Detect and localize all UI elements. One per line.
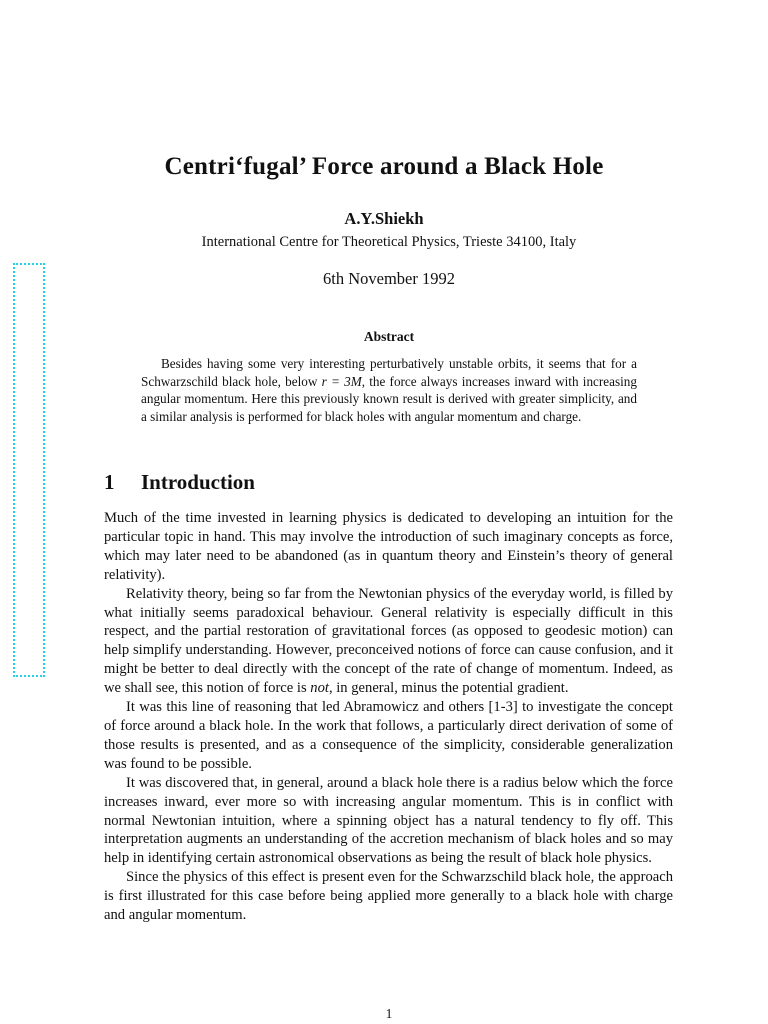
- abstract-text-part: , the force always increases inward with increasing angular momentum. Here this previously known result is derived with greater simplicity, and a similar analysis is performed for black holes with angular momentum and charge.: [141, 373, 637, 424]
- author-name: A.Y.Shiekh: [344, 209, 424, 228]
- abstract-text-part: Besides having some very interesting perturbatively unstable orbits, it seems that for a Schwarzschild black hole, below: [141, 356, 637, 389]
- paper-title: Centri‘fugal’ Force around a Black Hole: [164, 153, 604, 180]
- paragraph: It was discovered that, in general, around a black hole there is a radius below which the force increases inward, ever more so with increasing angular momentum. This is in conflict with normal Newtonian intuition, where a spinning object has a natural tendency to fly off. This interpretation augments an understanding of the accretion mechanism of black holes and so may help in identifying certain astronomical observations as being the result of black hole physics.: [104, 774, 673, 867]
- section-number: 1: [104, 470, 115, 494]
- section-heading: [104, 470, 255, 495]
- margin-annotation-box: [13, 263, 45, 677]
- section-title: Introduction: [141, 470, 255, 494]
- paragraph-text-part: , in general, minus the potential gradient.: [328, 680, 569, 697]
- page-number: 1: [385, 1006, 393, 1021]
- abstract-math-expression: r = 3M: [321, 373, 362, 389]
- paragraph: It was this line of reasoning that led Abramowicz and others [1-3] to investigate the concept of force around a black hole. In the work that follows, a particularly direct derivation of some of those results is presented, and as a consequence of the simplicity, considerable generalization was found to be possible.: [104, 699, 673, 772]
- paragraph: [104, 585, 673, 698]
- paragraph: Much of the time invested in learning physics is dedicated to developing an intuition for the particular topic in hand. This may involve the introduction of such imaginary concepts as force, which may later need to be abandoned (as in quantum theory and Einstein’s theory of general relativity).: [104, 510, 673, 583]
- paper-date: 6th November 1992: [323, 269, 455, 288]
- emphasized-word: not: [310, 680, 329, 697]
- paragraph-text-part: Relativity theory, being so far from the Newtonian physics of the everyday world, is filled by what initially seems paradoxical behaviour. General relativity is especially difficult in this respect, and the partial restoration of gravitational forces (as opposed to geodesic motion) can help simplify understanding. However, preconceived notions of force can cause confusion, and it might be better to deal directly with the concept of the rate of change of momentum. Indeed, as we shall see, this notion of force is: [104, 585, 673, 697]
- abstract-text: [141, 355, 637, 425]
- abstract-heading: Abstract: [363, 329, 415, 344]
- author-affiliation: International Centre for Theoretical Physics, Trieste 34100, Italy: [201, 234, 577, 250]
- paragraph: Since the physics of this effect is present even for the Schwarzschild black hole, the approach is first illustrated for this case before being applied more generally to a black hole with charge and angular momentum.: [104, 869, 673, 924]
- section-body: [104, 509, 673, 925]
